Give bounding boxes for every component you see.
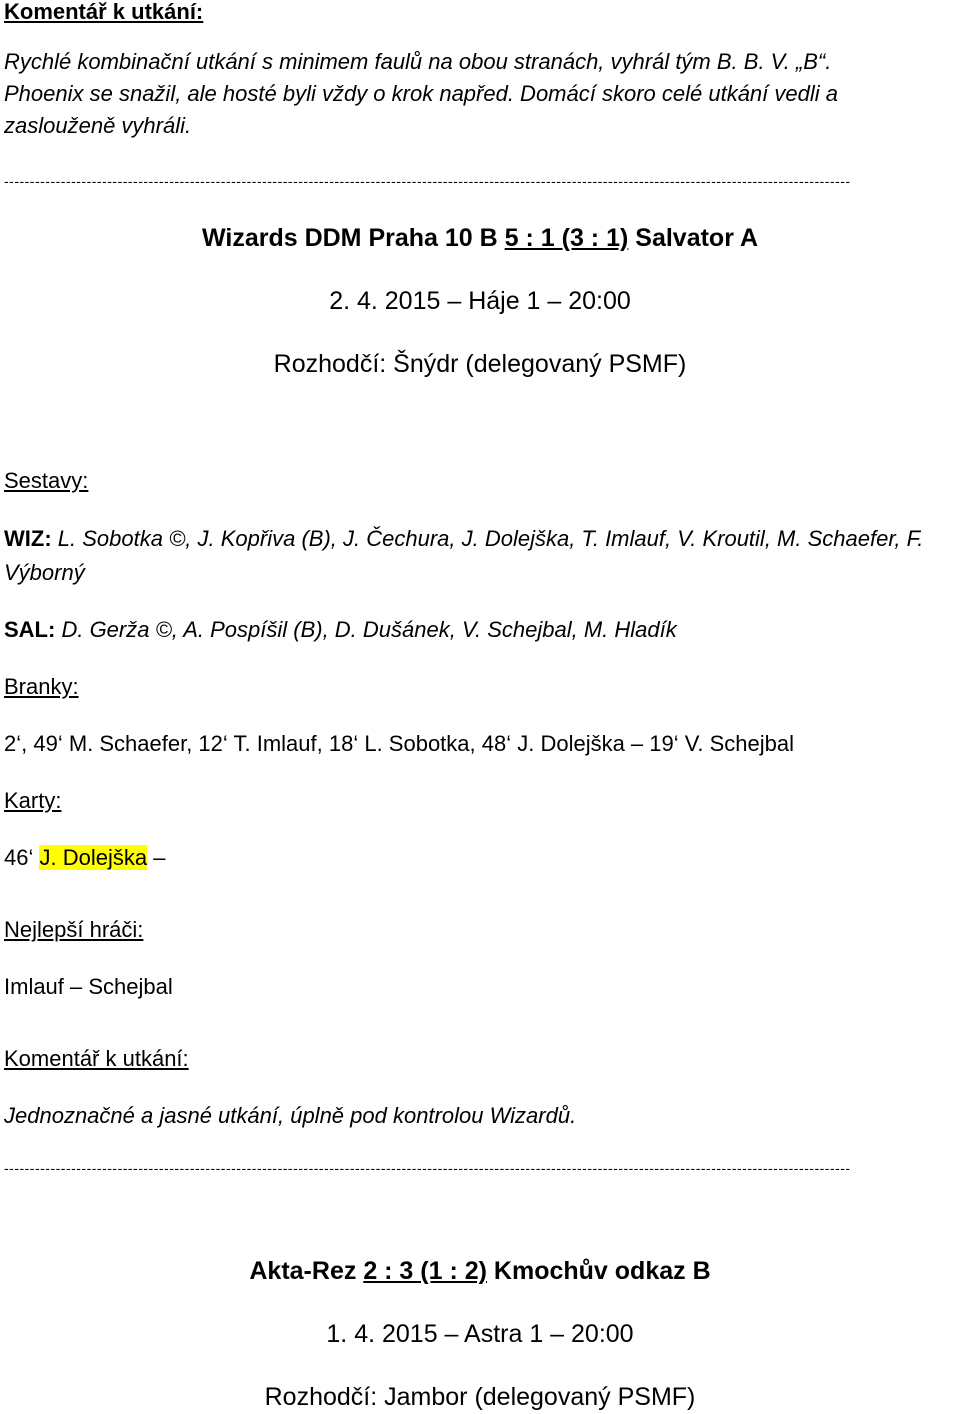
match2-date-place: 1. 4. 2015 – Astra 1 – 20:00 (326, 1320, 634, 1348)
lineups-heading: Sestavy: (4, 468, 89, 493)
match1-home-team: Wizards DDM Praha 10 B (202, 224, 498, 252)
card-rest: – (153, 845, 166, 870)
separator-2: -------------------------------------------------------------------------------------------------------------------------------------------------------------------- (4, 1160, 851, 1176)
match2-score: 2 : 3 (1 : 2) (363, 1257, 487, 1285)
wiz-lineup-line-1 (4, 524, 923, 554)
prev-comment-heading: Komentář k utkání: (4, 0, 204, 24)
match1-score: 5 : 1 (3 : 1) (504, 224, 629, 252)
prev-comment-line-2: Phoenix se snažil, ale hosté byli vždy o krok napřed. Domácí skoro celé utkání vedli a (4, 81, 838, 106)
match1-comment: Jednoznačné a jasné utkání, úplně pod kontrolou Wizardů. (4, 1103, 577, 1128)
best-players: Imlauf – Schejbal (4, 974, 173, 999)
prev-comment-line-1: Rychlé kombinační utkání s minimem faulů na obou stranách, vyhrál tým B. B. V. „B“. (4, 49, 832, 74)
sal-label: SAL: (4, 617, 56, 642)
best-players-heading: Nejlepší hráči: (4, 917, 144, 942)
separator-1: -------------------------------------------------------------------------------------------------------------------------------------------------------------------- (4, 173, 851, 189)
prev-comment-line-3: zaslouženě vyhráli. (4, 113, 192, 138)
match1-date-place: 2. 4. 2015 – Háje 1 – 20:00 (329, 287, 631, 315)
sal-players: D. Gerža ©, A. Pospíšil (B), D. Dušánek, V. Schejbal, M. Hladík (61, 617, 677, 642)
card-player: J. Dolejška (39, 845, 148, 870)
cards-line (4, 843, 165, 873)
cards-heading: Karty: (4, 788, 62, 813)
match1-away-team: Salvator A (635, 224, 758, 252)
match1-referee: Rozhodčí: Šnýdr (delegovaný PSMF) (273, 350, 687, 378)
match2-title (0, 1254, 960, 1288)
sal-lineup (4, 615, 677, 645)
match1-comment-heading: Komentář k utkání: (4, 1046, 189, 1071)
wiz-lineup-line-2: Výborný (4, 560, 85, 585)
goals-heading: Branky: (4, 674, 79, 699)
wiz-players: L. Sobotka ©, J. Kopřiva (B), J. Čechura, J. Dolejška, T. Imlauf, V. Kroutil, M. Schaefer, F. (57, 526, 924, 551)
match2-home-team: Akta-Rez (249, 1257, 357, 1285)
match2-away-team: Kmochův odkaz B (493, 1257, 711, 1285)
match2-referee: Rozhodčí: Jambor (delegovaný PSMF) (264, 1383, 696, 1411)
match1-title (0, 221, 960, 255)
wiz-label: WIZ: (4, 526, 52, 551)
card-minute: 46‘ (4, 845, 34, 870)
goals-list: 2‘, 49‘ M. Schaefer, 12‘ T. Imlauf, 18‘ L. Sobotka, 48‘ J. Dolejška – 19‘ V. Schejbal (4, 731, 795, 756)
